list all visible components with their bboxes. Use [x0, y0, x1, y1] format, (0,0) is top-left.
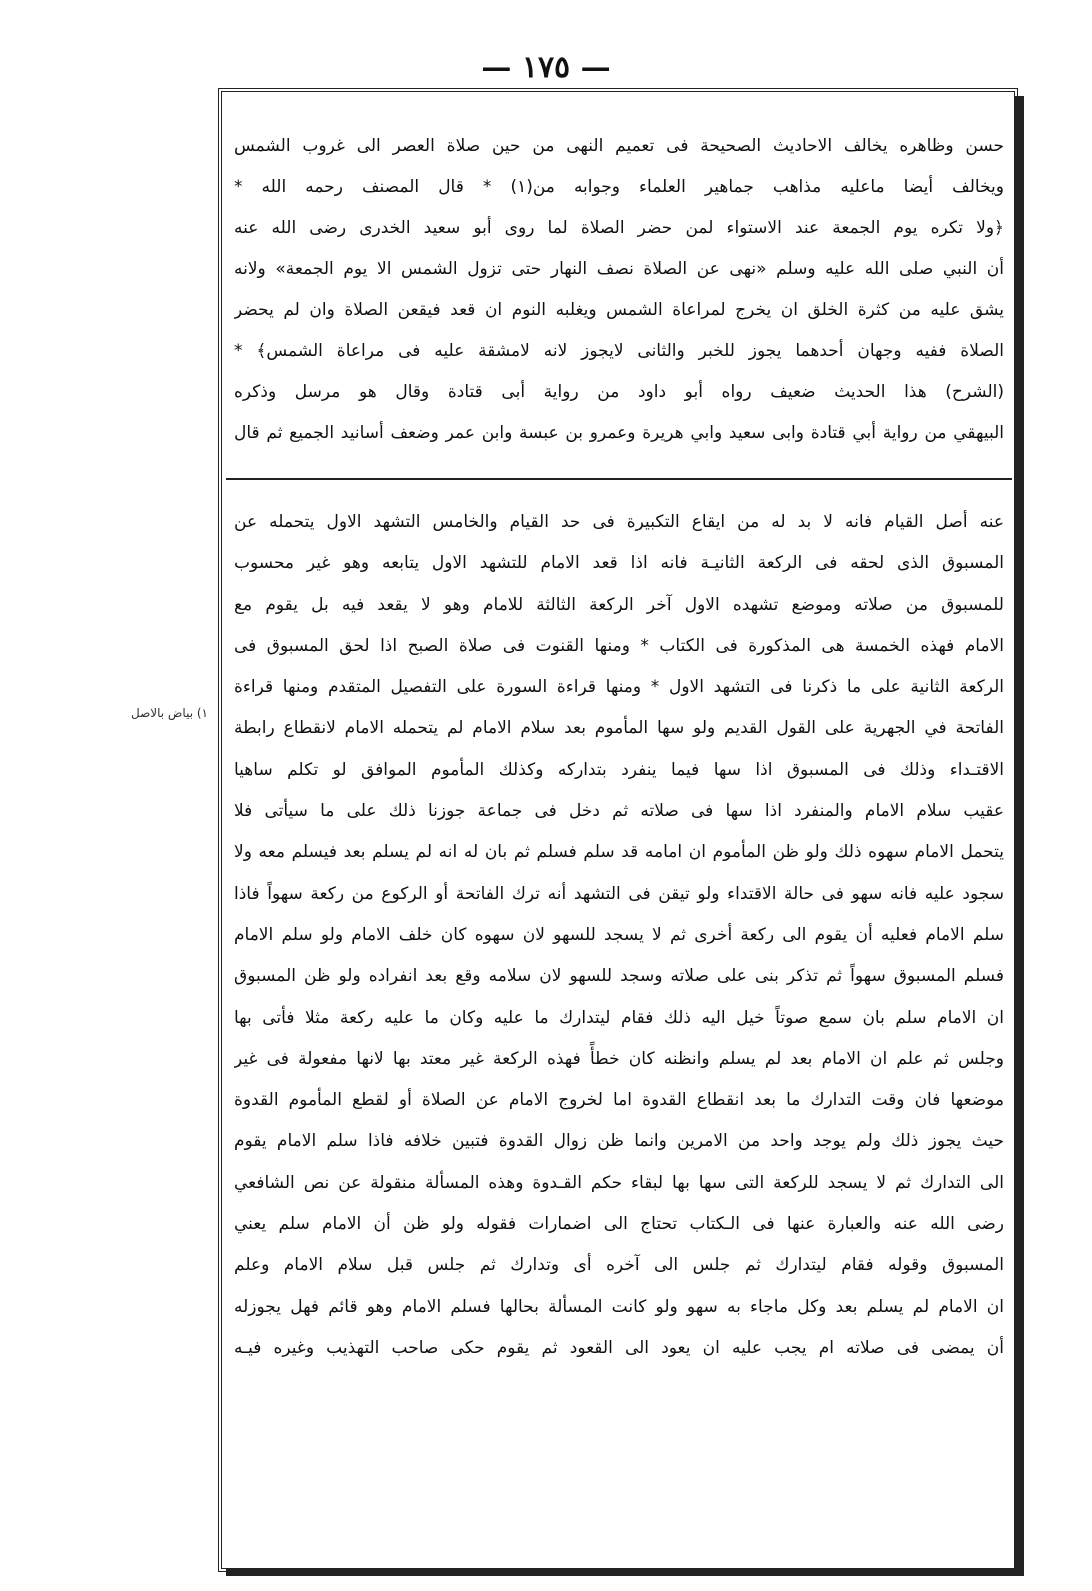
margin-note: ١) بياض بالاصل — [130, 706, 208, 720]
main-text-line: البيهقي من رواية أبي قتادة وابى سعيد وابي هريرة وعمرو بن عبسة وابن عمر وضعف أسانيد الجميع ثم قال — [234, 423, 1004, 443]
commentary-line: سلم الامام فعليه أن يقوم الى ركعة أخرى ثم لا يسجد للسهو لان سهوه كان خلف الامام ولو سلم الامام — [234, 924, 1004, 945]
commentary-line: حيث يجوز ذلك ولم يوجد واحد من الامرين وانما ظن زوال القدوة فتبين خلافه فاذا سلم الامام يقوم — [234, 1131, 1004, 1152]
main-text-block — [234, 126, 1004, 454]
main-text-line: ﴿ولا تكره يوم الجمعة عند الاستواء لمن حضر الصلاة لما روى أبو سعيد الخدرى رضى الله عنه — [234, 218, 1004, 238]
commentary-line: للمسبوق من صلاته وموضع تشهده الاول آخر الركعة الثالثة للامام وهو لا يقعد فيه بل يقوم مع — [234, 594, 1004, 615]
commentary-line: ان الامام سلم بان سمع صوتاً خيل اليه ذلك فقام ليتدارك ما عليه وكان ما عليه ركعة مثلا فأتى بها — [234, 1007, 1004, 1028]
commentary-line: أن يمضى فى صلاته ام يجب عليه ان يعود الى القعود ثم يقوم حكى صاحب التهذيب وغيره فيـه — [234, 1337, 1004, 1358]
main-text-line: (الشرح) هذا الحديث ضعيف رواه أبو داود من رواية أبى قتادة وقال هو مرسل وذكره — [234, 382, 1004, 402]
commentary-line: الركعة الثانية على ما ذكرنا فى التشهد الاول * ومنها قراءة السورة على التفصيل المتقدم ومنها قراءة — [234, 677, 1004, 698]
commentary-line: رضى الله عنه والعبارة عنها فى الـكتاب تحتاج الى اضمارات فقوله ولو ظن أن الامام سلم يعني — [234, 1214, 1004, 1235]
section-separator — [226, 478, 1012, 480]
commentary-line: سجود عليه فانه سهو فى حالة الاقتداء ولو تيقن فى التشهد أنه ترك الفاتحة أو الركوع من ركعة سهواً فاذا — [234, 883, 1004, 904]
commentary-block — [234, 502, 1004, 1369]
main-text-line: أن النبي صلى الله عليه وسلم «نهى عن الصلاة نصف النهار حتى تزول الشمس الا يوم الجمعة» ولانه — [234, 259, 1004, 279]
main-text-line: يشق عليه من كثرة الخلق ان يخرج لمراعاة الشمس ويغلبه النوم ان قعد فيقعن الصلاة وان لم يحضر — [234, 300, 1004, 320]
commentary-line: الامام فهذه الخمسة هى المذكورة فى الكتاب * ومنها القنوت فى صلاة الصبح اذا لحق المسبوق فى — [234, 635, 1004, 656]
commentary-line: الاقتـداء وذلك فى المسبوق اذا سها فيما ينفرد بتداركه وكذلك المأموم الموافق لو تكلم ساهيا — [234, 759, 1004, 780]
commentary-line: عقيب سلام الامام والمنفرد اذا سها فى صلاته ثم دخل فى جماعة جوزنا ذلك على ما سيأتى فلا — [234, 801, 1004, 822]
commentary-line: وجلس ثم علم ان الامام بعد لم يسلم وانظنه كان خطأً فهذه الركعة غير معتد بها لانها مفعولة فى غير — [234, 1048, 1004, 1069]
commentary-line: فسلم المسبوق سهواً ثم تذكر بنى على صلاته وسجد للسهو لان سلامه وقع بعد انفراده ولو ظن المسبوق — [234, 966, 1004, 987]
commentary-line: المسبوق الذى لحقه فى الركعة الثانيـة فانه اذا قعد الامام للتشهد الاول يتابعه وهو غير محسوب — [234, 553, 1004, 574]
main-text-line: ويخالف أيضا ماعليه مذاهب جماهير العلماء وجوابه من(١) * قال المصنف رحمه الله * — [234, 177, 1004, 197]
commentary-line: يتحمل الامام سهوه ذلك ولو ظن المأموم ان امامه قد سلم فسلم ثم بان له انه لم يسلم بعد فيسلم معه ولا — [234, 842, 1004, 863]
main-text-line: حسن وظاهره يخالف الاحاديث الصحيحة فى تعميم النهى من حين صلاة العصر الى غروب الشمس — [234, 136, 1004, 156]
commentary-line: موضعها فان وقت التدارك ما بعد انقطاع القدوة اما لخروج الامام عن الصلاة أو لقطع المأموم القدوة — [234, 1090, 1004, 1111]
commentary-line: المسبوق وقوله فقام ليتدارك ثم جلس الى آخره أى وتدارك ثم جلس قبل سلام الامام وعلم — [234, 1255, 1004, 1276]
commentary-line: ان الامام لم يسلم بعد وكل ماجاء به سهو ولو كانت المسألة بحالها فسلم الامام وهو قائم فهل يجوزله — [234, 1296, 1004, 1317]
frame-shadow-bottom — [226, 1568, 1024, 1576]
commentary-line: عنه أصل القيام فانه لا بد له من ايقاع التكبيرة فى حد القيام والخامس التشهد الاول يتحمله عن — [234, 512, 1004, 532]
page-number: — ١٧٥ — — [481, 50, 611, 85]
commentary-line: الفاتحة في الجهرية على القول القديم ولو سها المأموم بعد سلام الامام لم يتحمله الامام لانقطاع رابطة — [234, 718, 1004, 739]
main-text-line: الصلاة ففيه وجهان أحدهما يجوز للخبر والثانى لايجوز لانه لامشقة عليه فى مراعاة الشمس﴾ * — [234, 341, 1004, 361]
commentary-line: الى التدارك ثم لا يسجد للركعة التى سها بها لبقاء حكم القـدوة وهذه المسألة منقولة عن نص الشافعي — [234, 1172, 1004, 1193]
frame-shadow — [1014, 96, 1024, 1576]
